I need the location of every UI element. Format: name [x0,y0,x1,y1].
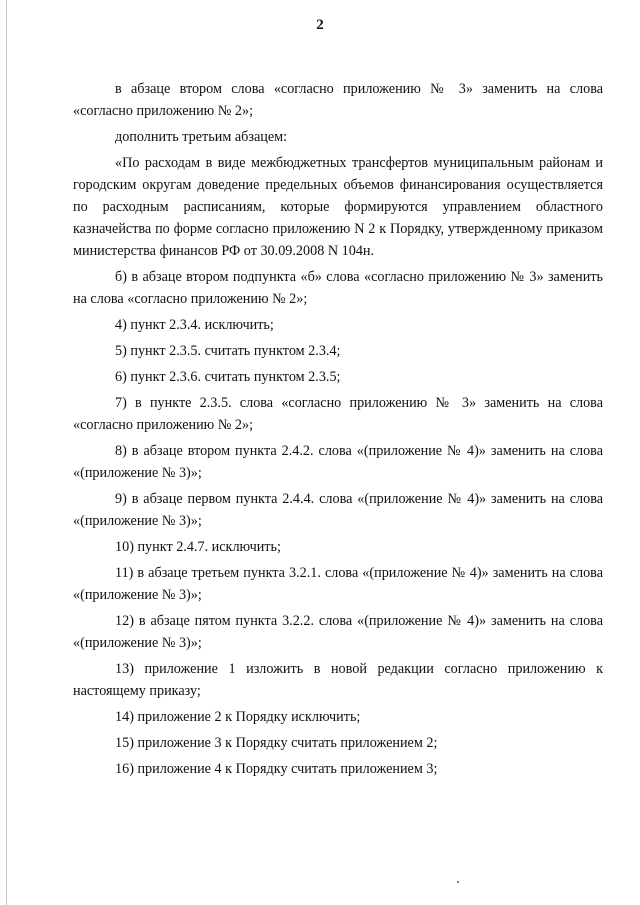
paragraph-item-b: б) в абзаце втором подпункта «б» слова «согласно приложению № 3» заменить на слова «согласно приложению № 2»; [73,269,603,307]
paragraph-item-10: 10) пункт 2.4.7. исключить; [115,539,281,555]
paragraph-item-16: 16) приложение 4 к Порядку считать приложением 3; [115,761,438,777]
paragraph-item-8: 8) в абзаце втором пункта 2.4.2. слова «(приложение № 4)» заменить на слова «(приложение № 3)»; [73,443,603,481]
document-body [73,78,603,780]
scan-edge-line [6,0,7,905]
paragraph-item-9: 9) в абзаце первом пункта 2.4.4. слова «(приложение № 4)» заменить на слова «(приложение № 3)»; [73,491,603,529]
page-number: 2 [316,17,324,33]
paragraph-add-third-subparagraph: дополнить третьим абзацем: [115,129,288,145]
paragraph-item-13: 13) приложение 1 изложить в новой редакции согласно приложению к настоящему приказу; [73,661,603,699]
paragraph-item-11: 11) в абзаце третьем пункта 3.2.1. слова «(приложение № 4)» заменить на слова «(приложение № 3)»; [73,565,603,603]
paragraph-item-14: 14) приложение 2 к Порядку исключить; [115,709,361,725]
paragraph-item-6: 6) пункт 2.3.6. считать пунктом 2.3.5; [115,369,341,385]
paragraph-quoted-text: «По расходам в виде межбюджетных трансфертов муниципальным районам и городским округам доведение предельных объемов финансирования осуществляется по расходным расписаниям, которые формируются управлением областного казначейства по форме согласно приложению N 2 к Порядку, утвержденному приказом министерства финансов РФ от 30.09.2008 N 104н. [73,155,603,259]
paragraph-item-4: 4) пункт 2.3.4. исключить; [115,317,274,333]
paragraph-item-12: 12) в абзаце пятом пункта 3.2.2. слова «(приложение № 4)» заменить на слова «(приложение № 3)»; [73,613,603,651]
paragraph-item-7: 7) в пункте 2.3.5. слова «согласно приложению № 3» заменить на слова «согласно приложению № 2»; [73,395,603,433]
paragraph-item-15: 15) приложение 3 к Порядку считать приложением 2; [115,735,438,751]
paragraph-change-second-subparagraph: в абзаце втором слова «согласно приложению № 3» заменить на слова «согласно приложению № 2»; [73,81,603,119]
paragraph-item-5: 5) пункт 2.3.5. считать пунктом 2.3.4; [115,343,341,359]
scan-speck [457,881,459,883]
